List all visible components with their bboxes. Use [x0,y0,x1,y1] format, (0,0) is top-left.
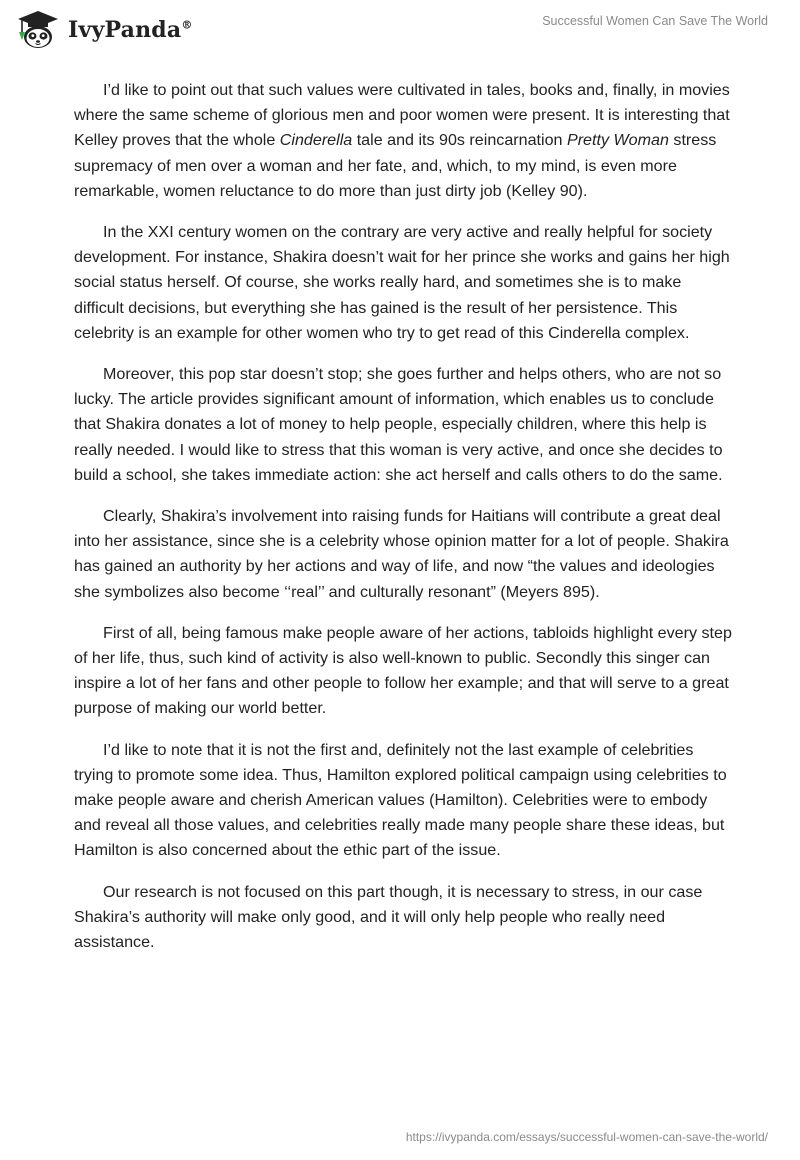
paragraph: Clearly, Shakira’s involvement into raising funds for Haitians will contribute a great deal into her assistance, since she is a celebrity whose opinion matter for a lot of people. Shakira has gained an authority by her actions and way of life, and now “the values and ideologies she symbolizes also become ‘‘real’’ and culturally resonant” (Meyers 895). [74,507,729,601]
essay-body [74,78,734,971]
italic-title: Cinderella [279,131,353,150]
panda-graduation-icon [14,10,62,50]
paragraph: First of all, being famous make people aware of her actions, tabloids highlight every step of her life, thus, such kind of activity is also well-known to public. Secondly this singer can inspire a lot of her fans and other people to follow her example; and that will serve to a great purpose of making our world better. [74,623,732,718]
brand-name: IvyPanda® [68,17,193,43]
paragraph: Our research is not focused on this part though, it is necessary to stress, in our case Shakira’s authority will make only good, and it will only help people who really need assistance. [74,882,703,952]
page-header [0,0,800,60]
paragraph: Moreover, this pop star doesn’t stop; she goes further and helps others, who are not so lucky. The article provides significant amount of information, which enables us to conclude that Shakira donates a lot of money to help people, especially children, where this help is really needed. I would like to stress that this woman is very active, and once she decides to build a school, she takes immediate action: she act herself and calls others to do the same. [74,365,723,484]
ivypanda-logo[interactable] [14,10,193,50]
document-title: Successful Women Can Save The World [542,14,768,28]
paragraph: I’d like to note that it is not the first and, definitely not the last example of celebrities trying to promote some idea. Thus, Hamilton explored political campaign using celebrities to make people aware and cherish American values (Hamilton). Celebrities were to embody and reveal all those values, and celebrities really made many people share these ideas, but Hamilton is also concerned about the ethic part of the issue. [74,740,727,860]
paragraph: In the XXI century women on the contrary are very active and really helpful for society development. For instance, Shakira doesn’t wait for her prince she works and gains her high social status herself. Of course, she works really hard, and sometimes she is to make difficult decisions, but everything she has gained is the result of her persistence. This celebrity is an example for other women who try to get read of this Cinderella complex. [74,223,730,342]
paragraph: I’d like to point out that such values were cultivated in tales, books and, finally, in movies where the same scheme of glorious men and poor women were present. It is interesting that Kelley proves that the whole Cinderella tale and its 90s reincarnation Pretty Woman stress supremacy of men over a woman and her fate, and, which, to my mind, is even more remarkable, women reluctance to do more than just dirty job (Kelley 90). [74,81,730,200]
source-url: https://ivypanda.com/essays/successful-women-can-save-the-world/ [405,1130,768,1144]
italic-title: Pretty Woman [566,131,669,150]
